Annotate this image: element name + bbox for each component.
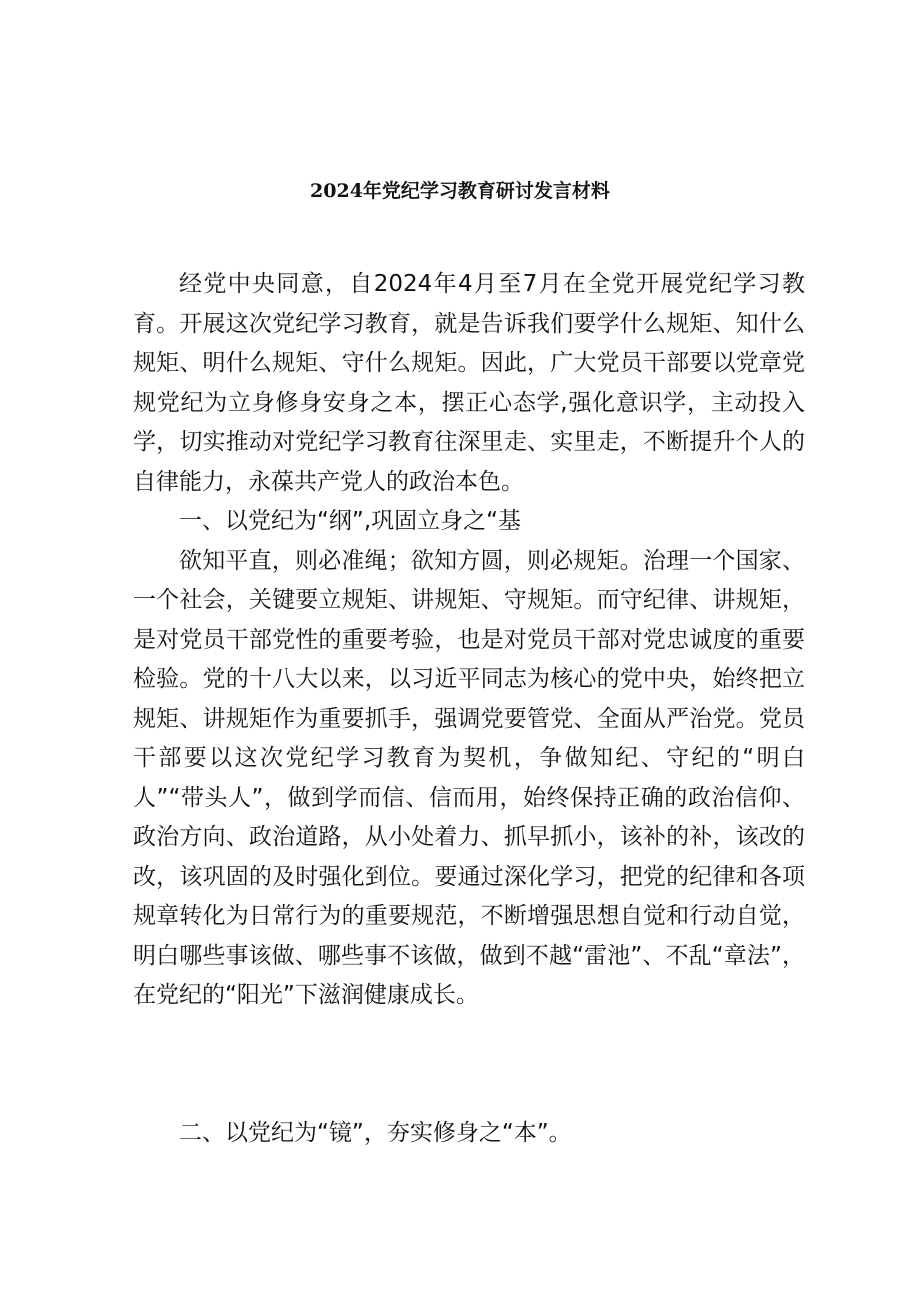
section-2-heading: 二、以党纪为“镜”，夯实修身之“本”。 [179, 1120, 572, 1146]
document-title: 2024年党纪学习教育研讨发言材料 [310, 180, 610, 202]
section-1-paragraph: 欲知平直，则必准绳；欲知方圆，则必规矩。治理一个国家、一个社会，关键要立规矩、讲规矩、守规矩。而守纪律、讲规矩，是对党员干部党性的重要考验，也是对党员干部对党忠诚度的重要检验。党的十八大以来，以习近平同志为核心的党中央，始终把立规矩、讲规矩作为重要抓手，强调党要管党、全面从严治党。党员干部要以这次党纪学习教育为契机，争做知纪、守纪的“明白人”“带头人”，做到学而信、信而用，始终保持正确的政治信仰、政治方向、政治道路，从小处着力、抓早抓小，该补的补，该改的改，该巩固的及时强化到位。要通过深化学习，把党的纪律和各项规章转化为日常行为的重要规范，不断增强思想自觉和行动自觉，明白哪些事该做、哪些事不该做，做到不越“雷池”、不乱“章法”，在党纪的“阳光”下滋润健康成长。 [133, 547, 805, 1008]
section-2-block [133, 1114, 805, 1154]
section-1-heading: 一、以党纪为“纲”,巩固立身之“基 [179, 508, 522, 534]
intro-paragraph: 经党中央同意，自2024年4月至7月在全党开展党纪学习教育。开展这次党纪学习教育，就是告诉我们要学什么规矩、知什么规矩、明什么规矩、守什么规矩。因此，广大党员干部要以党章党规党纪为立身修身安身之本，摆正心态学,强化意识学，主动投入学，切实推动对党纪学习教育往深里走、实里走，不断提升个人的自律能力，永葆共产党人的政治本色。 [133, 271, 805, 495]
document-body [133, 265, 805, 1016]
